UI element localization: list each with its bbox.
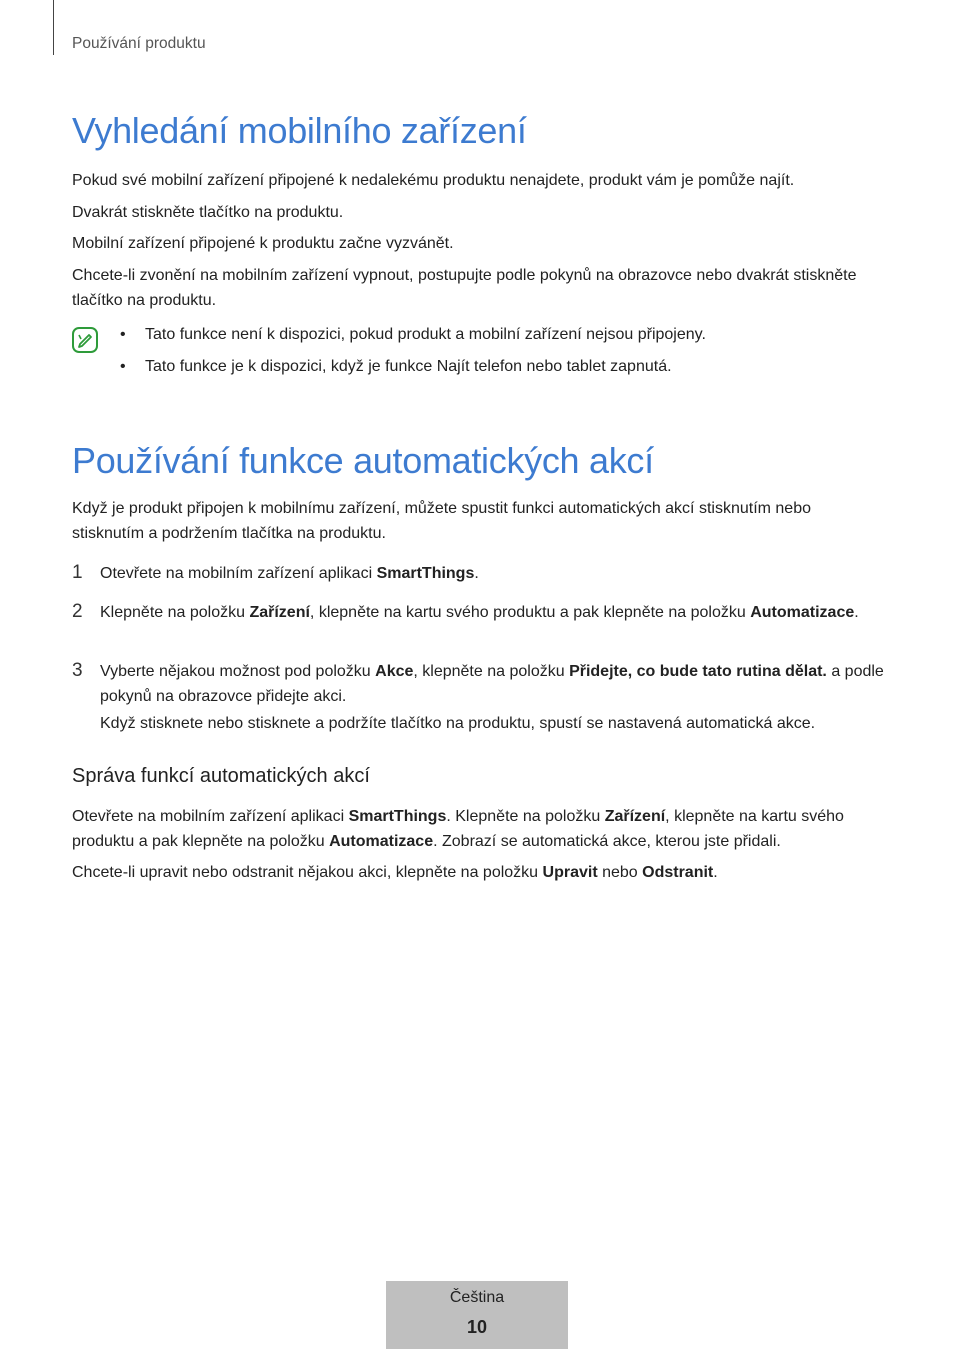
footer-language: Čeština — [449, 1289, 505, 1306]
paragraph: Mobilní zařízení připojené k produktu začne vyzvánět. — [72, 235, 454, 252]
page-footer — [386, 1281, 568, 1349]
step-text: Vyberte nějakou možnost pod položku Akce, klepněte na položku Přidejte, co bude tato rutina dělat. a podle pokynů na obrazovce přidejte akci. — [100, 663, 884, 705]
step-extra: Když stisknete nebo stisknete a podržíte tlačítko na produktu, spustí se nastavená automatická akce. — [100, 715, 816, 732]
paragraph: Když je produkt připojen k mobilnímu zařízení, můžete spustit funkci automatických akcí stisknutím nebo stisknutím a podržením tlačítka na produktu. — [72, 500, 811, 542]
paragraph: Pokud své mobilní zařízení připojené k nedalekému produktu nenajdete, produkt vám je pomůže najít. — [72, 172, 795, 189]
page-number: 10 — [466, 1317, 488, 1337]
step-text: Otevřete na mobilním zařízení aplikaci SmartThings. — [100, 565, 479, 582]
step-number: 1 — [72, 562, 83, 583]
subsection-title: Správa funkcí automatických akcí — [72, 765, 370, 787]
running-header: Používání produktu — [72, 35, 206, 52]
paragraph: Chcete-li upravit nebo odstranit nějakou akci, klepněte na položku Upravit nebo Odstranit. — [72, 864, 718, 881]
step-number: 3 — [72, 660, 83, 681]
paragraph: Otevřete na mobilním zařízení aplikaci SmartThings. Klepněte na položku Zařízení, klepněte na kartu svého produktu a pak klepněte na položku Automatizace. Zobrazí se automatická akce, kterou jste přidali. — [72, 808, 844, 850]
section-title-find-device: Vyhledání mobilního zařízení — [72, 110, 527, 151]
bullet-icon: • — [120, 358, 126, 375]
paragraph: Chcete-li zvonění na mobilním zařízení vypnout, postupujte podle pokynů na obrazovce nebo dvakrát stiskněte tlačítko na produktu. — [72, 267, 857, 309]
header-rule — [53, 0, 54, 55]
note-pencil-icon — [72, 327, 98, 353]
section-title-auto-actions: Používání funkce automatických akcí — [72, 440, 654, 481]
step-text: Klepněte na položku Zařízení, klepněte na kartu svého produktu a pak klepněte na položku Automatizace. — [100, 604, 859, 621]
step-number: 2 — [72, 601, 83, 622]
bullet-icon: • — [120, 326, 126, 343]
paragraph: Dvakrát stiskněte tlačítko na produktu. — [72, 204, 344, 221]
